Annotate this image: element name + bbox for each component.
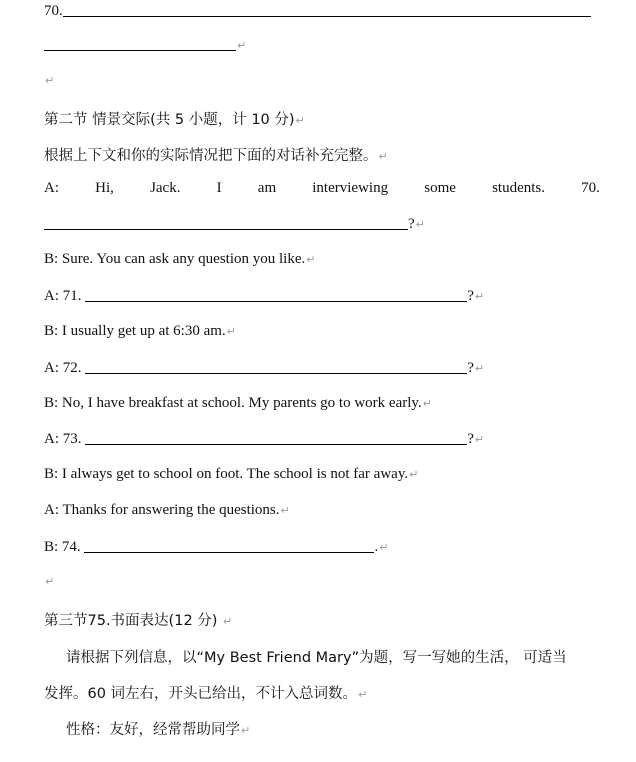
dialogue-line-b2: B: I usually get up at 6:30 am.↵ [44,323,236,339]
dialogue-line-a72: A: 72. ?↵ [44,360,485,376]
section3-trait-line: 性格：友好，经常帮助同学↵ [66,722,251,738]
return-mark-icon: ↵ [378,150,388,163]
return-mark-icon: ↵ [474,433,485,446]
section2-instruction: 根据上下文和你的实际情况把下面的对话补充完整。↵ [44,148,388,164]
dialogue-line-a71: A: 71. ?↵ [44,288,485,304]
return-mark-icon: ↵ [379,541,389,554]
dialogue-line-a70 [44,180,600,197]
word: A: [44,180,59,196]
return-mark-icon: ↵ [409,468,419,481]
word: Hi, [95,180,114,196]
section3-paragraph-line-2: 发挥。60 词左右，开头已给出，不计入总词数。↵ [44,686,368,702]
section2-heading: 第二节 情景交际(共 5 小题，计 10 分)↵ [44,112,305,128]
section3-paragraph-line-1: 请根据下列信息，以“My Best Friend Mary”为题，写一写她的生活， 可适当 [66,650,567,666]
return-mark-icon: ↵ [45,575,55,588]
empty-paragraph [44,72,54,89]
dialogue-line-b1: B: Sure. You can ask any question you like.↵ [44,251,316,267]
return-mark-icon: ↵ [474,362,485,375]
return-mark-icon: ↵ [226,325,236,338]
return-mark-icon: ↵ [45,74,55,87]
dialogue-line-b4: B: I always get to school on foot. The school is not far away.↵ [44,466,419,482]
return-mark-icon: ↵ [306,253,316,266]
q70-answer-line-2 [44,36,246,54]
dialogue-line-a-thanks: A: Thanks for answering the questions.↵ [44,502,290,518]
return-mark-icon: ↵ [474,290,485,303]
return-mark-icon: ↵ [237,39,247,52]
answer-blank[interactable] [44,215,408,230]
return-mark-icon: ↵ [295,114,305,127]
return-mark-icon: ↵ [358,688,368,701]
a70-answer-line: ?↵ [44,215,425,233]
answer-blank[interactable] [85,287,467,302]
word: am [257,180,277,196]
answer-blank[interactable] [85,359,467,374]
return-mark-icon: ↵ [422,397,432,410]
dialogue-line-b3: B: No, I have breakfast at school. My parents go to work early.↵ [44,395,432,411]
word: I [216,180,222,196]
q70-answer-line-1 [44,2,591,20]
word: Jack. [150,180,181,196]
return-mark-icon: ↵ [223,615,233,628]
word: students. [492,180,545,196]
empty-paragraph [44,573,54,590]
word: some [424,180,456,196]
return-mark-icon: ↵ [241,724,251,737]
section3-heading: 第三节75.书面表达(12 分) ↵ [44,613,233,629]
answer-blank[interactable] [85,430,467,445]
return-mark-icon: ↵ [415,218,425,231]
dialogue-line-b74: B: 74. .↵ [44,539,389,555]
answer-blank[interactable] [84,538,374,553]
answer-blank[interactable] [63,2,591,17]
answer-blank[interactable] [44,36,236,51]
dialogue-line-a73: A: 73. ?↵ [44,431,485,447]
return-mark-icon: ↵ [280,504,290,517]
q70-number: 70. [44,3,63,19]
word: 70. [581,180,600,196]
word: interviewing [312,180,389,196]
